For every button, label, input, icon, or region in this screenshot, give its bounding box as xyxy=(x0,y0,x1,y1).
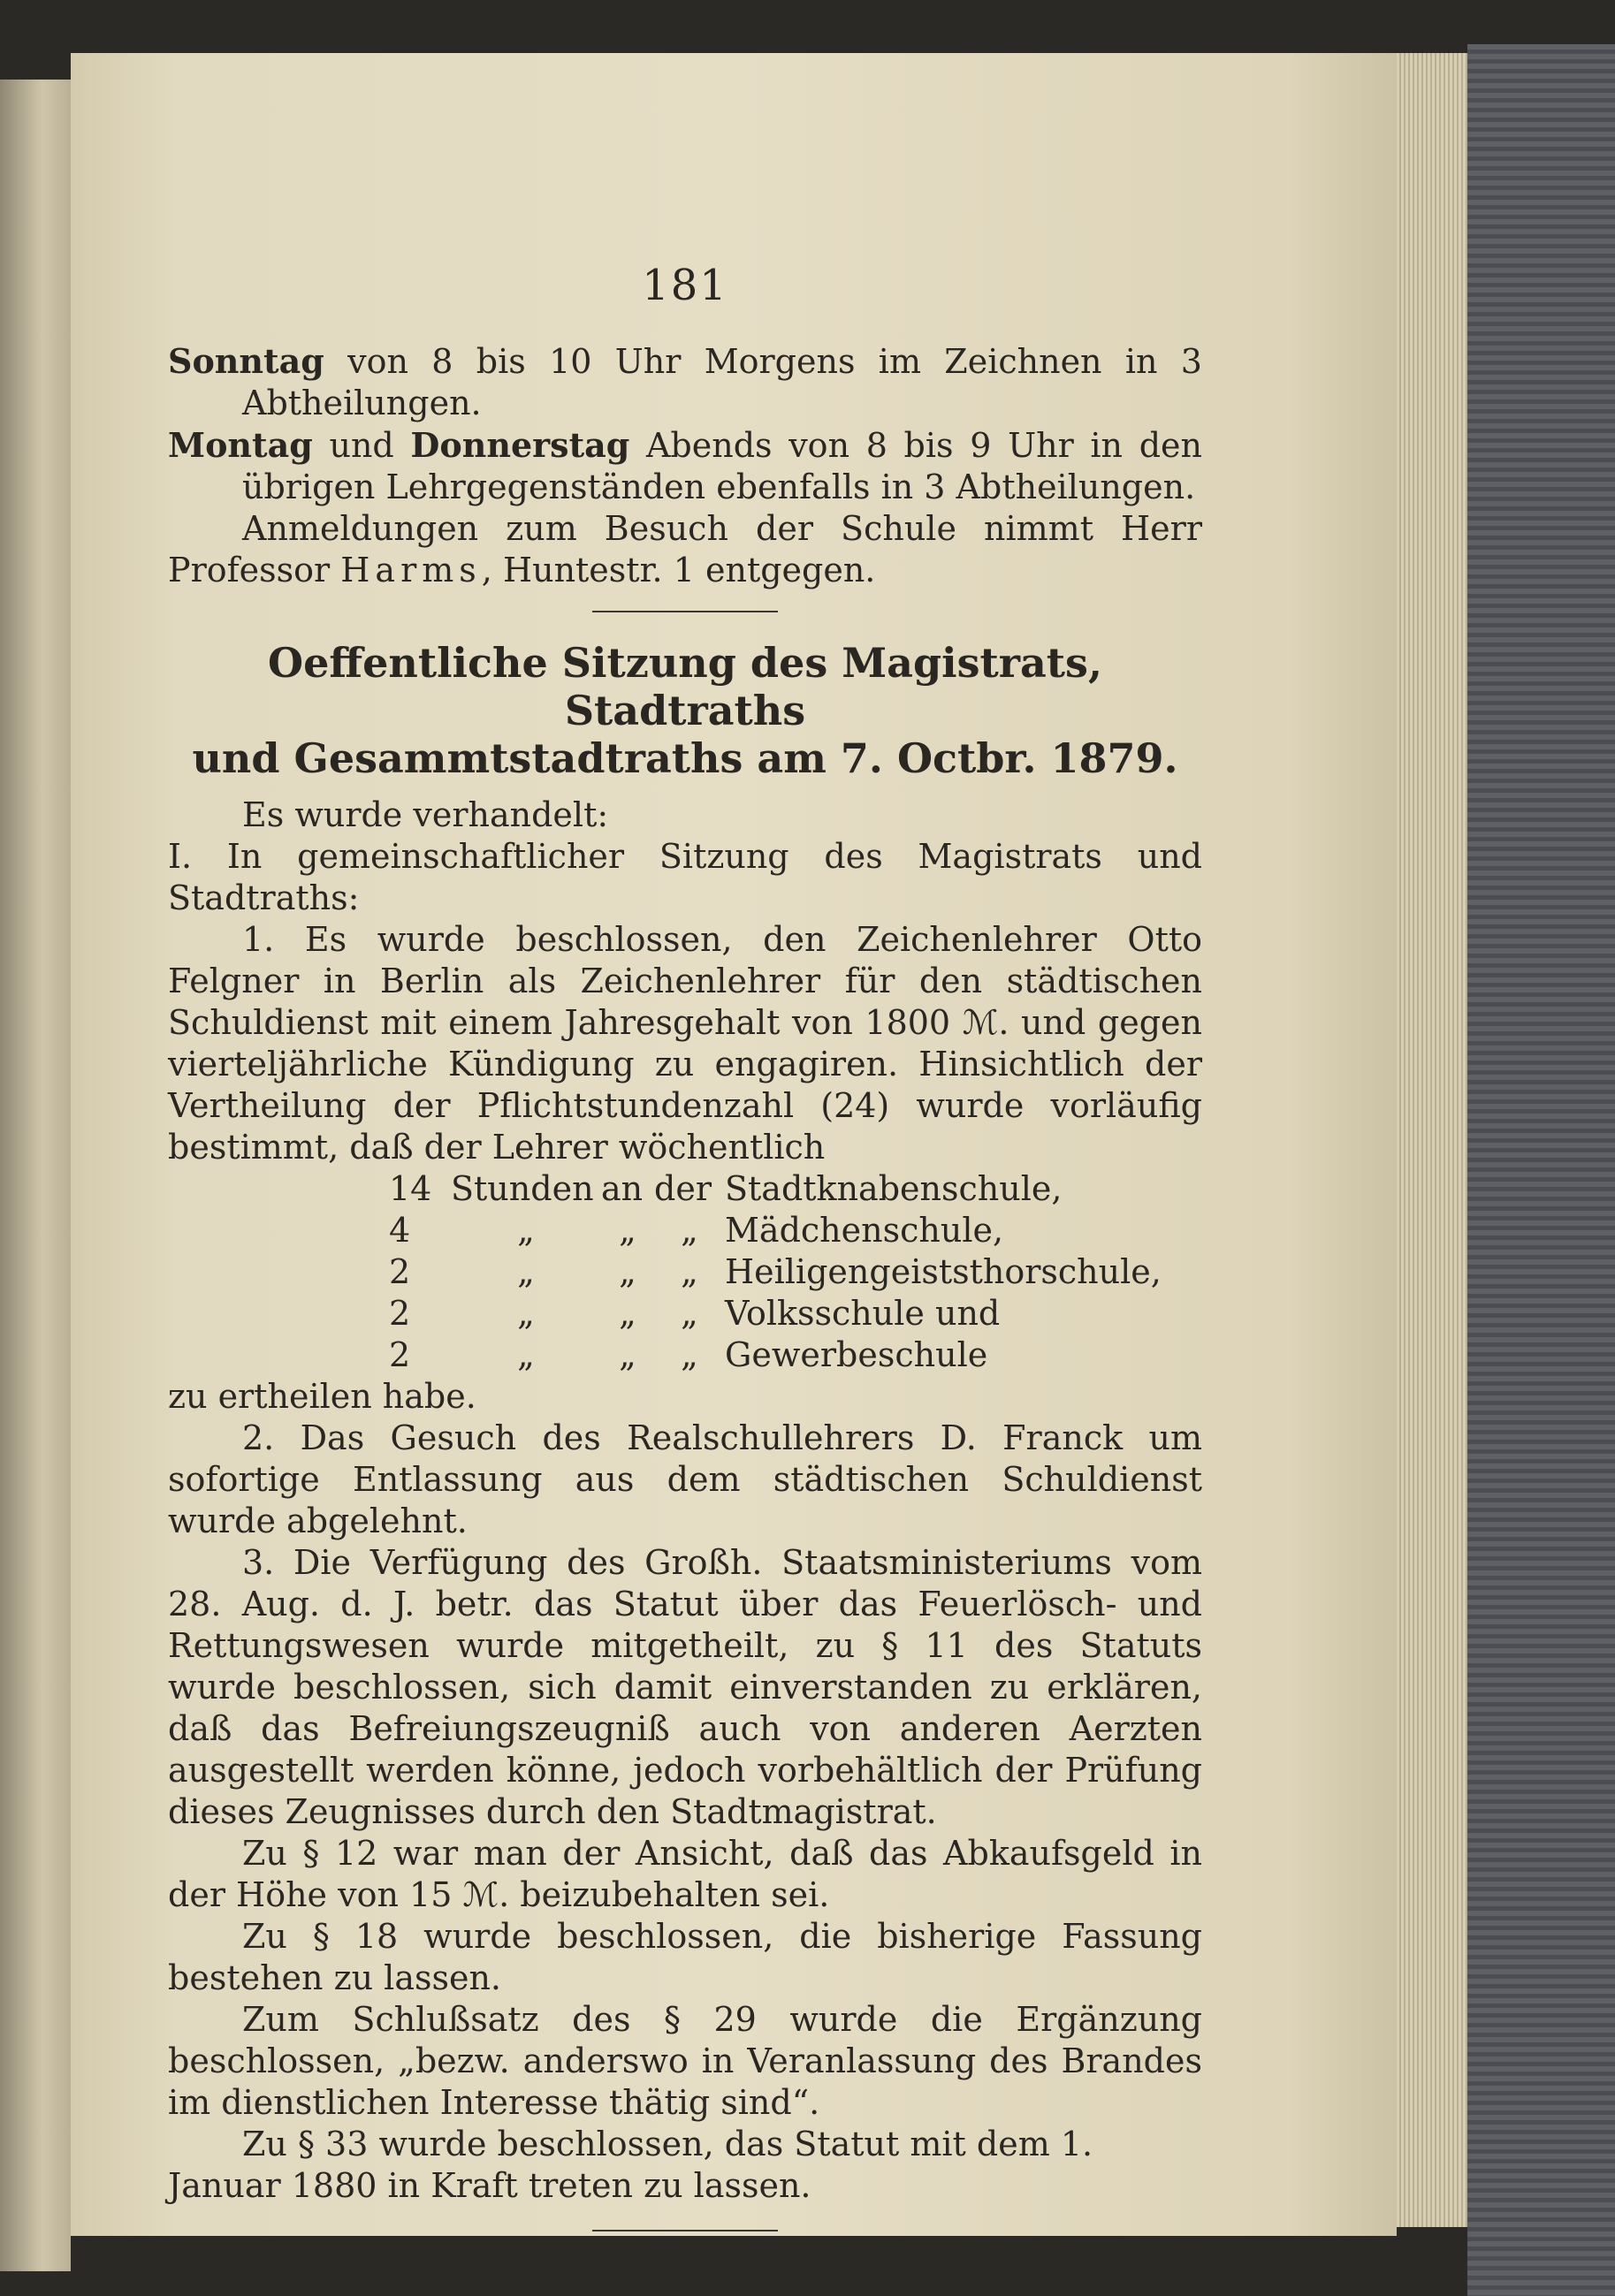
ditto-mark: „ xyxy=(681,1335,698,1374)
ditto-mark: „ xyxy=(681,1252,698,1291)
day-sunday: Sonntag xyxy=(168,341,324,381)
paragraph-para-33: Zu § 33 wurde beschlossen, das Statut mit dem 1. Januar 1880 in Kraft treten zu lassen. xyxy=(168,2125,1093,2205)
schedule-sunday-text: von 8 bis 10 Uhr Morgens im Zeichnen in 3 Abtheilungen. xyxy=(242,342,1202,422)
paragraph-item-1: 1. Es wurde beschlossen, den Zeichenlehrer Otto Felgner in Berlin als Zeichenlehrer für den städtischen Schuldienst mit einem Jahresgehalt von 1800 ℳ. und gegen vierteljährliche Kündigung zu engagiren. Hinsichtlich der Vertheilung der Pflichtstundenzahl (24) wurde vorläufig bestimmt, daß der Lehrer wöchentlich xyxy=(168,920,1202,1167)
hours-count: 4 xyxy=(389,1211,411,1250)
ditto-mark: „ xyxy=(517,1294,535,1333)
registration-text-a: Anmeldungen zum Besuch der Schule nimmt Herr Professor xyxy=(168,509,1202,589)
previous-page-edge xyxy=(0,80,71,2271)
ditto-mark: „ xyxy=(517,1252,535,1291)
schedule-sunday xyxy=(168,340,1202,424)
paragraph-item-2: 2. Das Gesuch des Realschullehrers D. Franck um sofortige Entlassung aus dem städtischen Schuldienst wurde abgelehnt. xyxy=(168,1418,1202,1540)
day-thursday: Donnerstag xyxy=(410,425,630,465)
paragraph-item-3: 3. Die Verfügung des Großh. Staatsministeriums vom 28. Aug. d. J. betr. das Statut über das Feuerlösch- und Rettungswesen wurde mitgetheilt, zu § 11 des Statuts wurde beschlossen, sich damit einverstanden zu erklären, daß das Befreiungszeugniß auch von anderen Aerzten ausgestellt werden könne, jedoch vorbehältlich der Prüfung dieses Zeugnisses durch den Stadtmagistrat. xyxy=(168,1543,1202,1831)
hours-school: Gewerbeschule xyxy=(725,1335,988,1374)
book-cover xyxy=(1467,44,1615,2296)
hours-row xyxy=(389,1293,1202,1334)
hours-school: Stadtknabenschule, xyxy=(725,1169,1063,1208)
paragraph-para-18: Zu § 18 wurde beschlossen, die bisherige Fassung bestehen zu lassen. xyxy=(168,1917,1202,1997)
hours-table xyxy=(389,1168,1202,1376)
ditto-mark: „ xyxy=(619,1252,636,1291)
hours-school: Volksschule und xyxy=(725,1294,1001,1333)
section-heading xyxy=(168,639,1202,782)
hours-row xyxy=(389,1168,1202,1210)
day-monday: Montag xyxy=(168,425,313,465)
registration-text-b: , Huntestr. 1 entgegen. xyxy=(481,551,876,589)
paragraph-para-29: Zum Schlußsatz des § 29 wurde die Ergänzung beschlossen, „bezw. anderswo in Veranlassung des Brandes im dienstlichen Interesse thätig sind“. xyxy=(168,2000,1202,2122)
registration-note xyxy=(168,508,1202,591)
ditto-mark: „ xyxy=(681,1294,698,1333)
hours-school: Mädchenschule, xyxy=(725,1211,1004,1250)
hours-row xyxy=(389,1251,1202,1293)
ditto-mark: „ xyxy=(681,1211,698,1250)
hours-row xyxy=(389,1210,1202,1251)
ditto-mark: „ xyxy=(517,1211,535,1250)
hours-count: 14 xyxy=(389,1169,432,1208)
divider-rule xyxy=(592,611,778,612)
hours-row xyxy=(389,1334,1202,1376)
paragraph-intro: Es wurde verhandelt: xyxy=(242,795,609,834)
hours-word-an: an xyxy=(601,1169,644,1208)
ditto-mark: „ xyxy=(619,1335,636,1374)
section-heading-line-1: Oeffentliche Sitzung des Magistrats, Stadtraths xyxy=(268,639,1102,734)
professor-name: Harms xyxy=(340,551,482,589)
page-text xyxy=(168,261,1202,2258)
page-stack-edges xyxy=(1392,53,1472,2227)
ditto-mark: „ xyxy=(517,1335,535,1374)
hours-school: Heiligengeiststhorschule, xyxy=(725,1252,1162,1291)
paragraph-item-1-end: zu ertheilen habe. xyxy=(168,1377,476,1416)
book-page xyxy=(71,53,1397,2236)
hours-count: 2 xyxy=(389,1294,411,1333)
paragraph-section-i: I. In gemeinschaftlicher Sitzung des Magistrats und Stadtraths: xyxy=(168,837,1202,917)
hours-word-der: der xyxy=(654,1169,712,1208)
hours-word-stunden: Stunden xyxy=(451,1169,594,1208)
hours-count: 2 xyxy=(389,1252,411,1291)
ditto-mark: „ xyxy=(619,1294,636,1333)
hours-count: 2 xyxy=(389,1335,411,1374)
connector-und: und xyxy=(312,426,411,465)
page-number: 181 xyxy=(642,261,728,310)
section-heading-line-2: und Gesammtstadtraths am 7. Octbr. 1879. xyxy=(192,734,1178,782)
ditto-mark: „ xyxy=(619,1211,636,1250)
schedule-monday-thursday xyxy=(168,424,1202,508)
schedule-monday-text: Abends von 8 bis 9 Uhr in den übrigen Lehrgegenständen ebenfalls in 3 Abtheilungen. xyxy=(242,426,1202,506)
closing-rule xyxy=(592,2230,778,2231)
paragraph-para-12: Zu § 12 war man der Ansicht, daß das Abkaufsgeld in der Höhe von 15 ℳ. beizubehalten sei. xyxy=(168,1834,1202,1914)
